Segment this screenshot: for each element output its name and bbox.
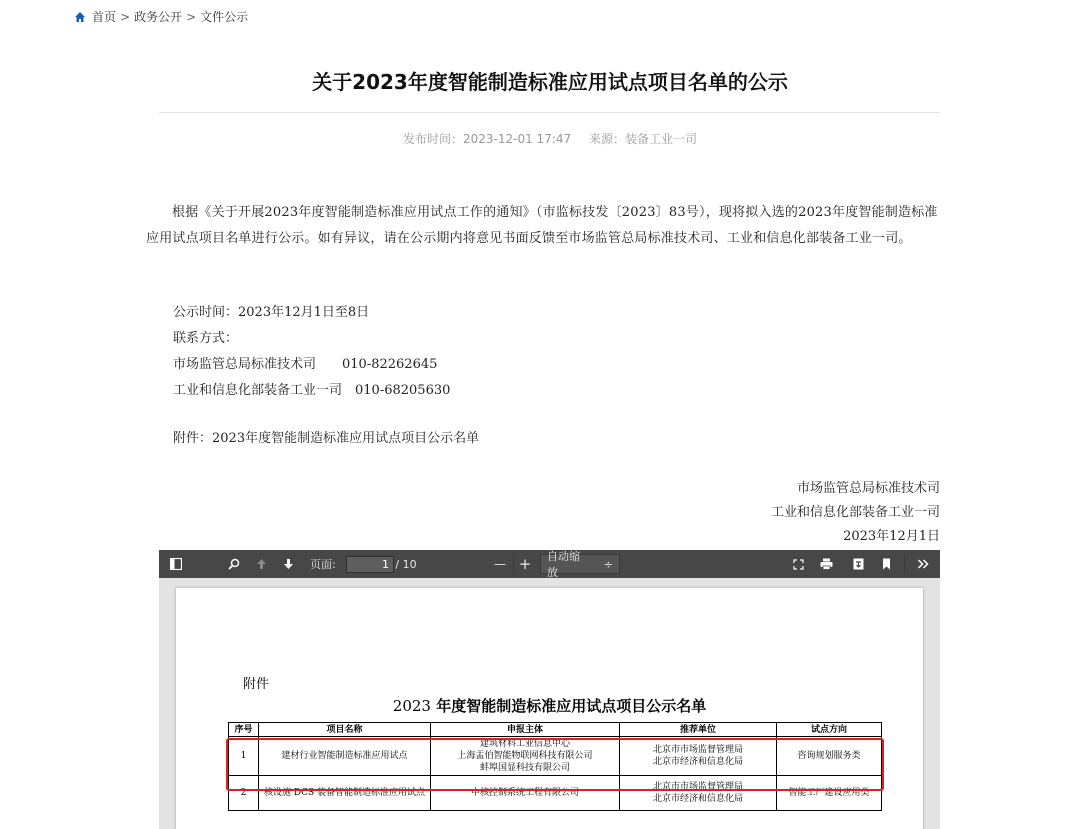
- article-paragraph: 根据《关于开展2023年度智能制造标准应用试点工作的通知》（市监标技发〔2023〕83号），现将拟入选的2023年度智能制造标准应用试点项目名单进行公示。如有异议，请在公示期内将意见书面反馈至市场监管总局标准技术司、工业和信息化部装备工业一司。: [146, 205, 938, 246]
- notice-info: [146, 300, 969, 404]
- contact-label: 联系方式：: [173, 331, 239, 346]
- pdf-title-year: 2023: [392, 697, 431, 715]
- pdf-toolbar: [159, 550, 940, 578]
- article-source: 来源：装备工业一司: [588, 132, 697, 146]
- column-header: 序号: [229, 723, 259, 737]
- zoom-select[interactable]: [540, 550, 620, 579]
- contact-org: 工业和信息化部装备工业一司: [173, 383, 343, 398]
- contact-row: [173, 352, 969, 378]
- table-header-row: [229, 723, 882, 737]
- recommender: 北京市市场监督管理局: [652, 745, 743, 755]
- contact-row: [173, 378, 969, 404]
- pilot-direction: 咨询规划服务类: [777, 737, 882, 776]
- page-label: 页面:: [310, 558, 336, 571]
- fullscreen-icon[interactable]: [789, 550, 807, 578]
- signature-block: [771, 477, 940, 549]
- home-icon[interactable]: [74, 11, 86, 23]
- applicant: 建筑材料工业信息中心: [479, 739, 570, 749]
- signature-org: 市场监管总局标准技术司: [796, 481, 940, 496]
- print-icon[interactable]: [817, 550, 835, 578]
- download-icon[interactable]: [849, 550, 867, 578]
- pdf-annex-label: 附件: [243, 677, 270, 692]
- publish-time: 发布时间：2023-12-01 17:47: [403, 132, 572, 146]
- column-header: 申报主体: [431, 723, 620, 737]
- search-icon[interactable]: [225, 550, 243, 578]
- signature-date: 2023年12月1日: [843, 529, 940, 544]
- sidebar-toggle-icon[interactable]: [167, 550, 185, 578]
- row-number: 2: [229, 776, 259, 811]
- notice-period: 公示时间：2023年12月1日至8日: [173, 305, 370, 320]
- breadcrumb-link-government-affairs[interactable]: 政务公开: [134, 10, 183, 24]
- contact-phone: 010-68205630: [355, 383, 451, 398]
- breadcrumb-link-documents[interactable]: 文件公示: [200, 10, 249, 24]
- bookmark-icon[interactable]: [877, 550, 895, 578]
- article-meta: [0, 130, 1080, 147]
- pdf-title-text: 年度智能制造标准应用试点项目公示名单: [430, 697, 707, 715]
- recommender: 北京市经济和信息化局: [652, 757, 743, 767]
- previous-page-icon[interactable]: [252, 550, 270, 578]
- toolbar-separator: [513, 556, 514, 572]
- zoom-select-wrap: [540, 550, 620, 578]
- pdf-viewer: [159, 550, 940, 829]
- next-page-icon[interactable]: [279, 550, 297, 578]
- zoom-value: 自动缩放: [547, 550, 580, 579]
- pdf-title: [176, 695, 923, 716]
- column-header: 推荐单位: [620, 723, 777, 737]
- recommender: 北京市经济和信息化局: [652, 794, 743, 804]
- breadcrumb-home-link[interactable]: 首页: [92, 10, 117, 24]
- zoom-out-button[interactable]: —: [494, 557, 506, 571]
- highlight-box: [226, 738, 884, 791]
- column-header: 试点方向: [777, 723, 882, 737]
- more-tools-icon[interactable]: [913, 550, 933, 578]
- page-title: 关于2023年度智能制造标准应用试点项目名单的公示: [312, 70, 788, 94]
- page-number-input-wrap: [345, 550, 395, 578]
- breadcrumb-separator: >: [186, 9, 197, 24]
- breadcrumb: [74, 8, 248, 25]
- column-header: 项目名称: [259, 723, 431, 737]
- pdf-page: [176, 588, 923, 829]
- recommender: 北京市市场监督管理局: [652, 782, 743, 792]
- applicant: 蚌埠国显科技有限公司: [479, 763, 570, 773]
- applicant: 上海盂伯智能物联网科技有限公司: [457, 751, 593, 761]
- signature-org: 工业和信息化部装备工业一司: [770, 505, 940, 520]
- total-pages: / 10: [395, 557, 417, 571]
- contact-org: 市场监管总局标准技术司: [173, 357, 317, 372]
- title-divider: [159, 112, 940, 113]
- row-number: 1: [229, 737, 259, 776]
- pilot-direction: 智能工厂建设应用类: [777, 776, 882, 811]
- toolbar-separator: [904, 556, 905, 572]
- attachment-link[interactable]: 附件：2023年度智能制造标准应用试点项目公示名单: [173, 431, 480, 446]
- project-name: 建材行业智能制造标准应用试点: [259, 737, 431, 776]
- applicant: 中核控制系统工程有限公司: [470, 788, 579, 798]
- project-name: 核设施 DCS 装备智能制造标准应用试点: [259, 776, 431, 811]
- page-number-input[interactable]: [346, 556, 394, 573]
- chevron-down-icon: ÷: [603, 557, 613, 571]
- contact-phone: 010-82262645: [342, 357, 438, 372]
- breadcrumb-separator: >: [120, 9, 131, 24]
- zoom-in-button[interactable]: +: [518, 555, 532, 573]
